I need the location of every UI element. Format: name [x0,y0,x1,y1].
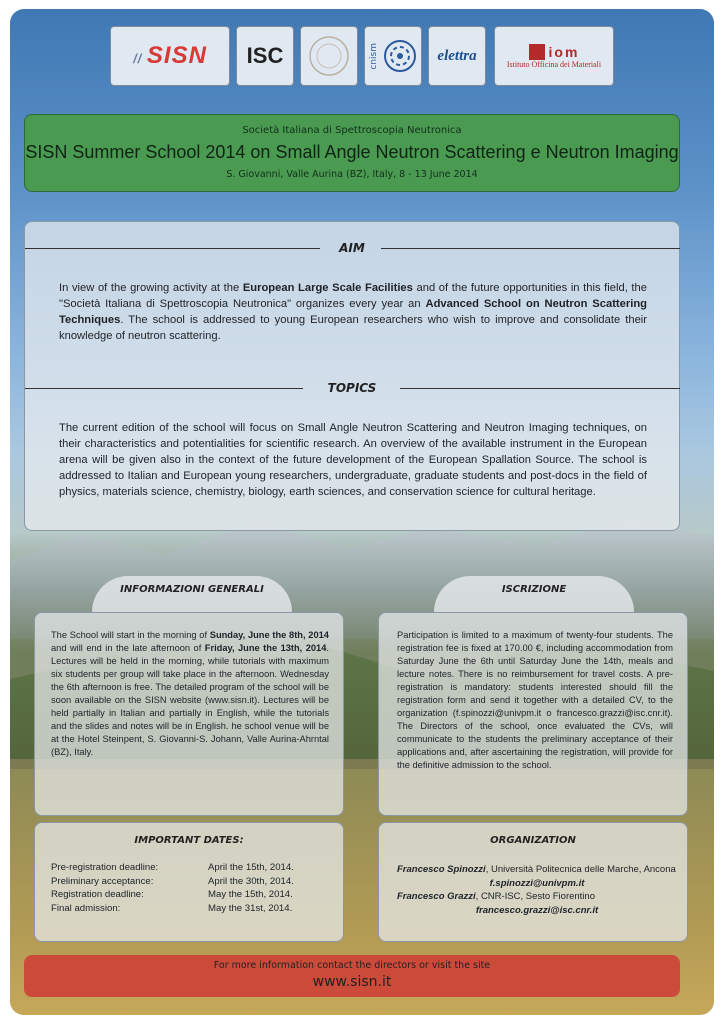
iom-mark-icon [529,44,545,60]
director-email[interactable]: francesco.grazzi@isc.cnr.it [475,904,599,916]
elettra-logo-text: elettra [437,47,477,64]
topics-text: The current edition of the school will focus on Small Angle Neutron Scattering and Neutron Imaging techniques, on their characteristics and potentialities for scientific research. An overview of the available instrument in the European arena will be given also in the context of the future development of the European Spallation Source. The school is addressed to Italian and European young researchers, undergraduate, graduate students and post-docs in the field of physics, materials science, chemistry, biology, earth sciences, and conservation science for cultural heritage. [59,422,647,498]
info-heading: INFORMAZIONI GENERALI [92,576,292,612]
isc-logo [236,26,294,86]
info-text: The School will start in the morning of Sunday, June the 8th, 2014 and will end in the late afternoon of Friday, June the 13th, 2014. Lectures will be held in the morning, while tutorials with maximum six students per group will take place in the afternoon. Wednesday the 6th afternoon is free. The detailed program of the school will be soon available on the SISN website (www.sisn.it). Lectures will be held partially in Italian and partially in English, while the tutorials and the slides and notes will be in English. he school venue will be at the Hotel Steinpent, S. Giovanni-S. Johann, Valle Aurina-Ahrntal (BZ), Italy. [51,630,329,757]
aim-text: In view of the growing activity at the European Large Scale Facilities and of the future opportunities in this field, the "Società Italiana di Spettroscopia Neutronica" organizes every year an Advanced School on Neutron Scattering Techniques. The school is addressed to young European researchers who wish to improve and consolidate their knowledge of neutron scattering. [59,282,647,342]
aim-heading: AIM [339,241,365,255]
title-banner [24,114,680,192]
iscrizione-heading: ISCRIZIONE [434,576,634,612]
iom-logo-text: iom [548,43,580,60]
cnism-logo-text: cnism [368,42,379,70]
iscrizione-text: Participation is limited to a maximum of twenty-four students. The registration fee is fixed at 170.00 €, including accommodation from Saturday June the 6th until Saturday June the 14th, meals and lecture notes. There is no reimbursement for travel costs. A pre-registration is mandatory: students interested should fill the registration form and send it together with a detailed CV, to the organization (f.spinozzi@univpm.it o francesco.grazzi@isc.cnr.it). The Directors of the school, once evaluated the CVs, will communicate to the students the preliminary acceptance of their applications and, after ascertaining the registration, will provide for the definitive admission to the school. [397,630,673,770]
organization-list: Francesco Spinozzi, Università Politecnica delle Marche, Ancona f.spinozzi@univpm.it Francesco Grazzi, CNR-ISC, Sesto Fiorentino francesco.grazzi@isc.cnr.it [397,864,676,916]
topics-heading: TOPICS [327,381,377,395]
event-location: S. Giovanni, Valle Aurina (BZ), Italy, 8 - 13 June 2014 [226,169,478,180]
seal-icon [307,34,351,78]
iscrizione-panel [378,612,688,816]
elettra-logo [428,26,486,86]
organization-panel [378,822,688,942]
cnism-logo [364,26,422,86]
sisn-logo: // SISN [110,26,230,86]
society-name: Società Italiana di Spettroscopia Neutronica [242,125,462,136]
date-row: Final admission: May the 31st, 2014. [51,902,293,914]
dates-list [51,861,294,915]
isc-logo-text: ISC [246,43,284,68]
university-seal-logo [300,26,358,86]
aim-topics-panel [24,221,680,531]
footer-banner [24,955,680,997]
organization-heading: ORGANIZATION [490,835,576,846]
info-panel [34,612,344,816]
dates-heading: IMPORTANT DATES: [134,835,244,846]
director-email[interactable]: f.spinozzi@univpm.it [489,877,585,889]
date-row: Preliminary acceptance: April the 30th, 2014. [51,875,294,887]
director-name: Francesco Grazzi [397,891,476,902]
page-title: SISN Summer School 2014 on Small Angle Neutron Scattering e Neutron Imaging [25,142,679,162]
iom-logo [494,26,614,86]
director-name: Francesco Spinozzi [397,864,486,875]
iom-subtitle: Istituto Officina dei Materiali [506,59,602,69]
website-link[interactable]: www.sisn.it [312,974,392,990]
sisn-logo-text: SISN [146,42,207,69]
date-row: Registration deadline: May the 15th, 2014. [51,889,293,900]
date-row: Pre-registration deadline: April the 15th, 2014. [51,862,294,873]
cnism-swirl-icon [382,38,418,74]
footer-text: For more information contact the directors or visit the site [213,960,491,971]
dates-panel [34,822,344,942]
